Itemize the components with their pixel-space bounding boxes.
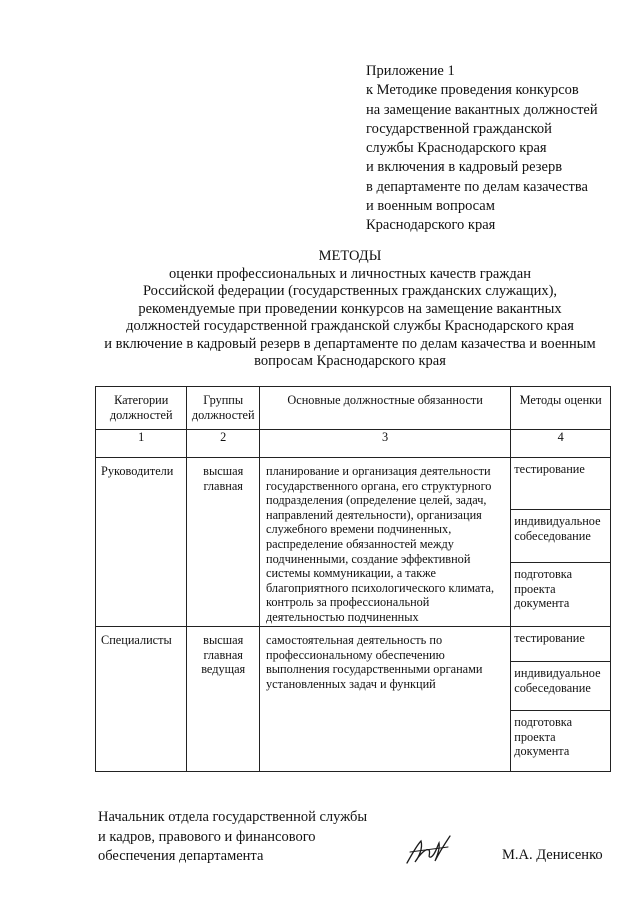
title-line: должностей государственной гражданской службы Краснодарского края	[126, 318, 574, 334]
duty-line: установленных задач и функций	[265, 676, 436, 691]
duties-cell	[259, 458, 510, 627]
header-text: должностей	[191, 408, 255, 422]
method-text: собеседование	[514, 528, 591, 543]
appendix-line: Краснодарского края	[366, 217, 496, 234]
duty-line: контроль за профессиональной	[265, 595, 430, 610]
position-line: Начальник отдела государственной службы	[98, 809, 368, 825]
appendix-line: в департаменте по делам казачества	[366, 178, 588, 195]
group-item: высшая	[203, 633, 244, 647]
method-text: тестирование	[514, 462, 585, 476]
header-text: должностей	[109, 408, 173, 422]
title-line: и включение в кадровый резерв в департаменте по делам казачества и военным	[104, 335, 596, 352]
method-item	[511, 510, 610, 563]
method-item	[511, 563, 610, 626]
column-number: 1	[96, 430, 187, 458]
group-item: главная	[203, 478, 243, 493]
appendix-line: и включения в кадровый резерв	[366, 159, 563, 176]
duty-line: самостоятельная деятельность по	[265, 633, 443, 647]
method-item	[511, 627, 610, 662]
appendix-line: и военным вопросам	[366, 198, 495, 215]
header-text: Категории	[114, 393, 169, 408]
duty-line: выполнения государственными органами	[265, 662, 483, 677]
duties-cell	[259, 627, 510, 772]
header-categories	[96, 387, 187, 430]
appendix-line: службы Краснодарского края	[366, 140, 547, 157]
method-text: проекта	[514, 729, 556, 744]
header-methods	[511, 387, 611, 430]
header-duties	[259, 387, 510, 430]
column-number: 2	[187, 430, 260, 458]
duty-line: подчиненными, создание эффективной	[265, 551, 471, 566]
appendix-line: Приложение 1	[366, 63, 455, 79]
method-text: тестирование	[514, 631, 585, 645]
category-cell: Руководители	[96, 458, 187, 627]
method-text: проекта	[514, 581, 556, 596]
duty-line: государственного органа, его структурного	[265, 478, 492, 493]
duty-line: благоприятного психологического климата,	[265, 580, 495, 595]
group-item: ведущая	[201, 662, 246, 677]
method-text: индивидуальное	[514, 666, 601, 680]
handwritten-signature	[404, 832, 454, 868]
appendix-line: к Методике проведения конкурсов	[366, 82, 579, 99]
method-text: подготовка	[514, 715, 573, 729]
appendix-line: государственной гражданской	[366, 120, 552, 137]
method-item	[511, 662, 610, 711]
title-line: рекомендуемые при проведении конкурсов на замещение вакантных	[138, 300, 562, 317]
method-text: собеседование	[514, 680, 591, 695]
title-line: вопросам Краснодарского края	[254, 353, 446, 369]
category-cell: Специалисты	[96, 627, 187, 772]
header-text: Группы	[203, 393, 244, 408]
column-number: 4	[511, 430, 611, 458]
duty-line: профессиональному обеспечению	[265, 647, 445, 662]
appendix-line: на замещение вакантных должностей	[366, 101, 598, 118]
table-header-row	[96, 387, 611, 430]
duty-line: деятельностью подчиненных	[265, 609, 419, 624]
header-text: Методы оценки	[519, 393, 602, 407]
group-item: высшая	[203, 464, 244, 478]
method-text: документа	[514, 744, 570, 759]
method-item	[511, 711, 610, 771]
header-text: Основные должностные обязанности	[287, 393, 483, 407]
groups-cell	[187, 627, 260, 772]
duty-line: направлений деятельности), организация	[265, 507, 482, 522]
methods-cell	[511, 458, 611, 627]
duty-line: служебного времени подчиненных,	[265, 522, 452, 537]
document-title	[60, 248, 640, 371]
column-number: 3	[259, 430, 510, 458]
appendix-block	[366, 62, 598, 236]
duty-line: системы коммуникации, а также	[265, 566, 436, 581]
table-row	[96, 458, 611, 627]
method-text: документа	[514, 596, 570, 611]
duty-line: подразделения (определение целей, задач,	[265, 493, 487, 508]
methods-cell	[511, 627, 611, 772]
signatory-position	[98, 808, 367, 867]
header-groups	[187, 387, 260, 430]
signatory-name: М.А. Денисенко	[502, 847, 603, 863]
methods-table	[95, 386, 611, 772]
title-heading: МЕТОДЫ	[318, 248, 382, 264]
title-line: Российской федерации (государственных гражданских служащих),	[142, 283, 558, 299]
title-line: оценки профессиональных и личностных качеств граждан	[169, 265, 531, 282]
duty-line: планирование и организация деятельности	[265, 464, 491, 478]
method-item	[511, 458, 610, 510]
table-row	[96, 627, 611, 772]
groups-cell	[187, 458, 260, 627]
position-line: обеспечения департамента	[98, 848, 264, 864]
table-number-row	[96, 430, 611, 458]
group-item: главная	[203, 647, 243, 662]
duty-line: распределение обязанностей между	[265, 536, 454, 551]
method-text: подготовка	[514, 567, 573, 581]
position-line: и кадров, правового и финансового	[98, 828, 316, 845]
method-text: индивидуальное	[514, 514, 601, 528]
